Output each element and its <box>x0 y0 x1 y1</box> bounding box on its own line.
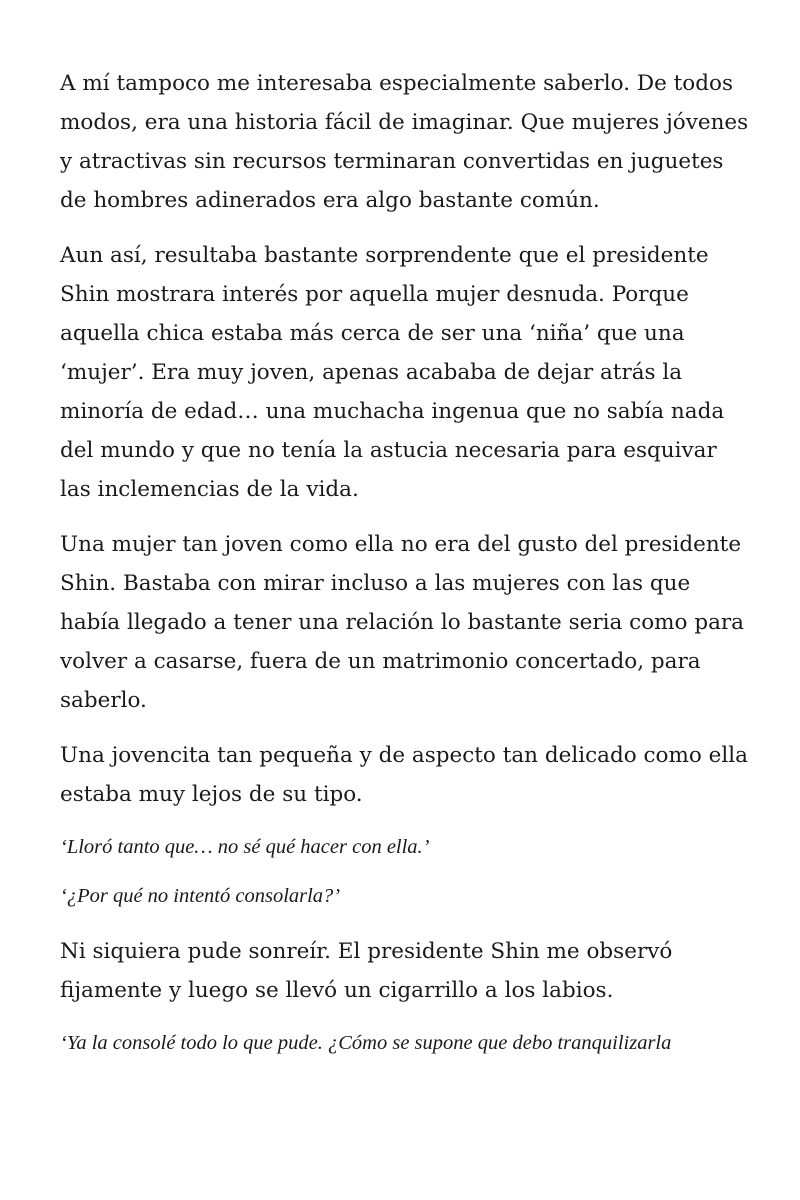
paragraph-4: Una jovencita tan pequeña y de aspecto tan delicado como ella estaba muy lejos de su tipo. <box>60 743 748 807</box>
dialogue-line-2: ‘¿Por qué no intentó consolarla?’ <box>60 885 341 907</box>
dialogue-line-3: ‘Ya la consolé todo lo que pude. ¿Cómo se supone que debo tranquilizarla <box>60 1032 672 1054</box>
paragraph-5: Ni siquiera pude sonreír. El presidente Shin me observó fijamente y luego se llevó un cigarrillo a los labios. <box>60 939 673 1003</box>
paragraph-2: Aun así, resultaba bastante sorprendente que el presidente Shin mostrara interés por aquella mujer desnuda. Porque aquella chica estaba más cerca de ser una ‘niña’ que una ‘mujer’. Era muy joven, apenas acababa de dejar atrás la minoría de edad… una muchacha ingenua que no sabía nada del mundo y que no tenía la astucia necesaria para esquivar las inclemencias de la vida. <box>60 243 725 502</box>
paragraph-3: Una mujer tan joven como ella no era del gusto del presidente Shin. Bastaba con mirar incluso a las mujeres con las que había llegado a tener una relación lo bastante seria como para volver a casarse, fuera de un matrimonio concertado, para saberlo. <box>60 532 745 713</box>
document-page <box>60 64 750 1079</box>
dialogue-line-1: ‘Lloró tanto que… no sé qué hacer con ella.’ <box>60 836 430 858</box>
paragraph-1: A mí tampoco me interesaba especialmente saberlo. De todos modos, era una historia fácil de imaginar. Que mujeres jóvenes y atractivas sin recursos terminaran convertidas en juguetes de hombres adinerados era algo bastante común. <box>60 71 749 213</box>
